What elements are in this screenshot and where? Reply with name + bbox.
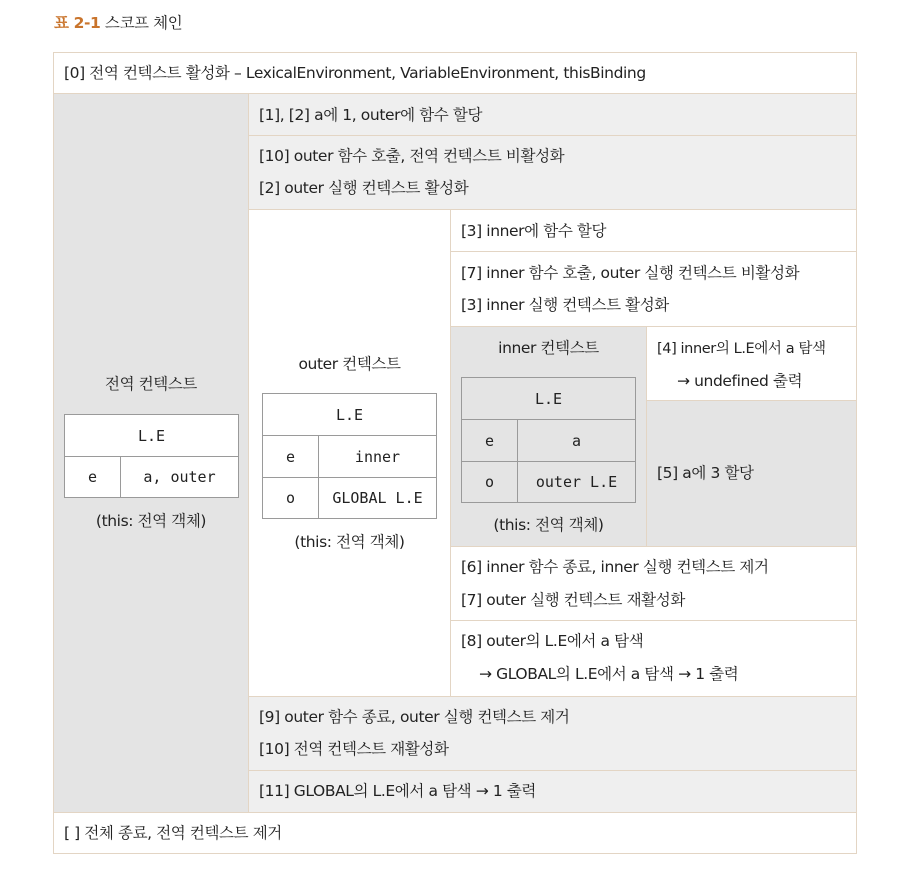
outer-le-table [262,393,437,519]
row-5-text-b: → undefined 출력 [677,372,803,390]
divider [451,251,856,252]
global-context-title: 전역 컨텍스트 [105,375,197,393]
row-11-text: [ ] 전체 종료, 전역 컨텍스트 제거 [64,824,282,842]
divider [451,546,856,547]
outer-this: (this: 전역 객체) [294,533,405,551]
divider [249,135,856,136]
row-10-text: [11] GLOBAL의 L.E에서 a 탐색 → 1 출력 [259,782,536,800]
divider [249,696,856,697]
divider [646,327,647,546]
row-8-text-a: [8] outer의 L.E에서 a 탐색 [461,632,644,650]
row-4-text-b: [3] inner 실행 컨텍스트 활성화 [461,296,669,314]
inner-this: (this: 전역 객체) [493,516,604,534]
inner-le-key-2: o [484,473,495,491]
global-le-table [64,414,239,498]
global-le-key: e [87,468,98,486]
row-8-text-b: → GLOBAL의 L.E에서 a 탐색 → 1 출력 [479,665,739,683]
divider [451,620,856,621]
global-this: (this: 전역 객체) [95,512,207,530]
row-2-text-a: [10] outer 함수 호출, 전역 컨텍스트 비활성화 [259,147,565,165]
row-7-text-b: [7] outer 실행 컨텍스트 재활성화 [461,591,685,609]
divider [451,326,856,327]
row-2-text-b: [2] outer 실행 컨텍스트 활성화 [259,179,469,197]
row-6-text: [5] a에 3 할당 [657,464,754,482]
caption-title: 스코프 체인 [104,14,183,32]
divider [54,812,856,813]
row-7-text-a: [6] inner 함수 종료, inner 실행 컨텍스트 제거 [461,558,769,576]
inner-le-key-1: e [484,431,495,450]
outer-le-value-2: GLOBAL L.E [332,489,423,507]
inner-le-value-2: outer L.E [535,473,618,491]
row-5-text-a: [4] inner의 L.E에서 a 탐색 [657,341,826,357]
table-caption [54,13,182,33]
inner-context-title: inner 컨텍스트 [498,339,599,357]
inner-le-value-1: a [571,431,582,450]
outer-le-key-2: o [285,489,296,507]
inner-le-header: L.E [534,389,563,408]
outer-context-title: outer 컨텍스트 [298,355,401,373]
row-0-text: [0] 전역 컨텍스트 활성화 – LexicalEnvironment, VariableEnvironment, thisBinding [64,64,646,82]
row-3-text: [3] inner에 함수 할당 [461,222,607,240]
divider [249,770,856,771]
global-le-header: L.E [137,426,166,445]
caption-label: 표 2-1 [54,14,101,32]
row-4-text-a: [7] inner 함수 호출, outer 실행 컨텍스트 비활성화 [461,264,800,282]
divider [647,400,856,401]
divider [248,94,249,812]
row-9-text-a: [9] outer 함수 종료, outer 실행 컨텍스트 제거 [259,708,570,726]
divider [54,93,856,94]
divider [249,209,856,210]
global-le-value: a, outer [143,468,216,486]
outer-le-header: L.E [335,405,364,424]
divider [450,210,451,696]
outer-le-key-1: e [285,447,296,466]
row-9-text-b: [10] 전역 컨텍스트 재활성화 [259,740,449,758]
inner-le-table [461,377,636,503]
row-1-text: [1], [2] a에 1, outer에 함수 할당 [259,106,483,124]
outer-le-value-1: inner [354,447,401,466]
